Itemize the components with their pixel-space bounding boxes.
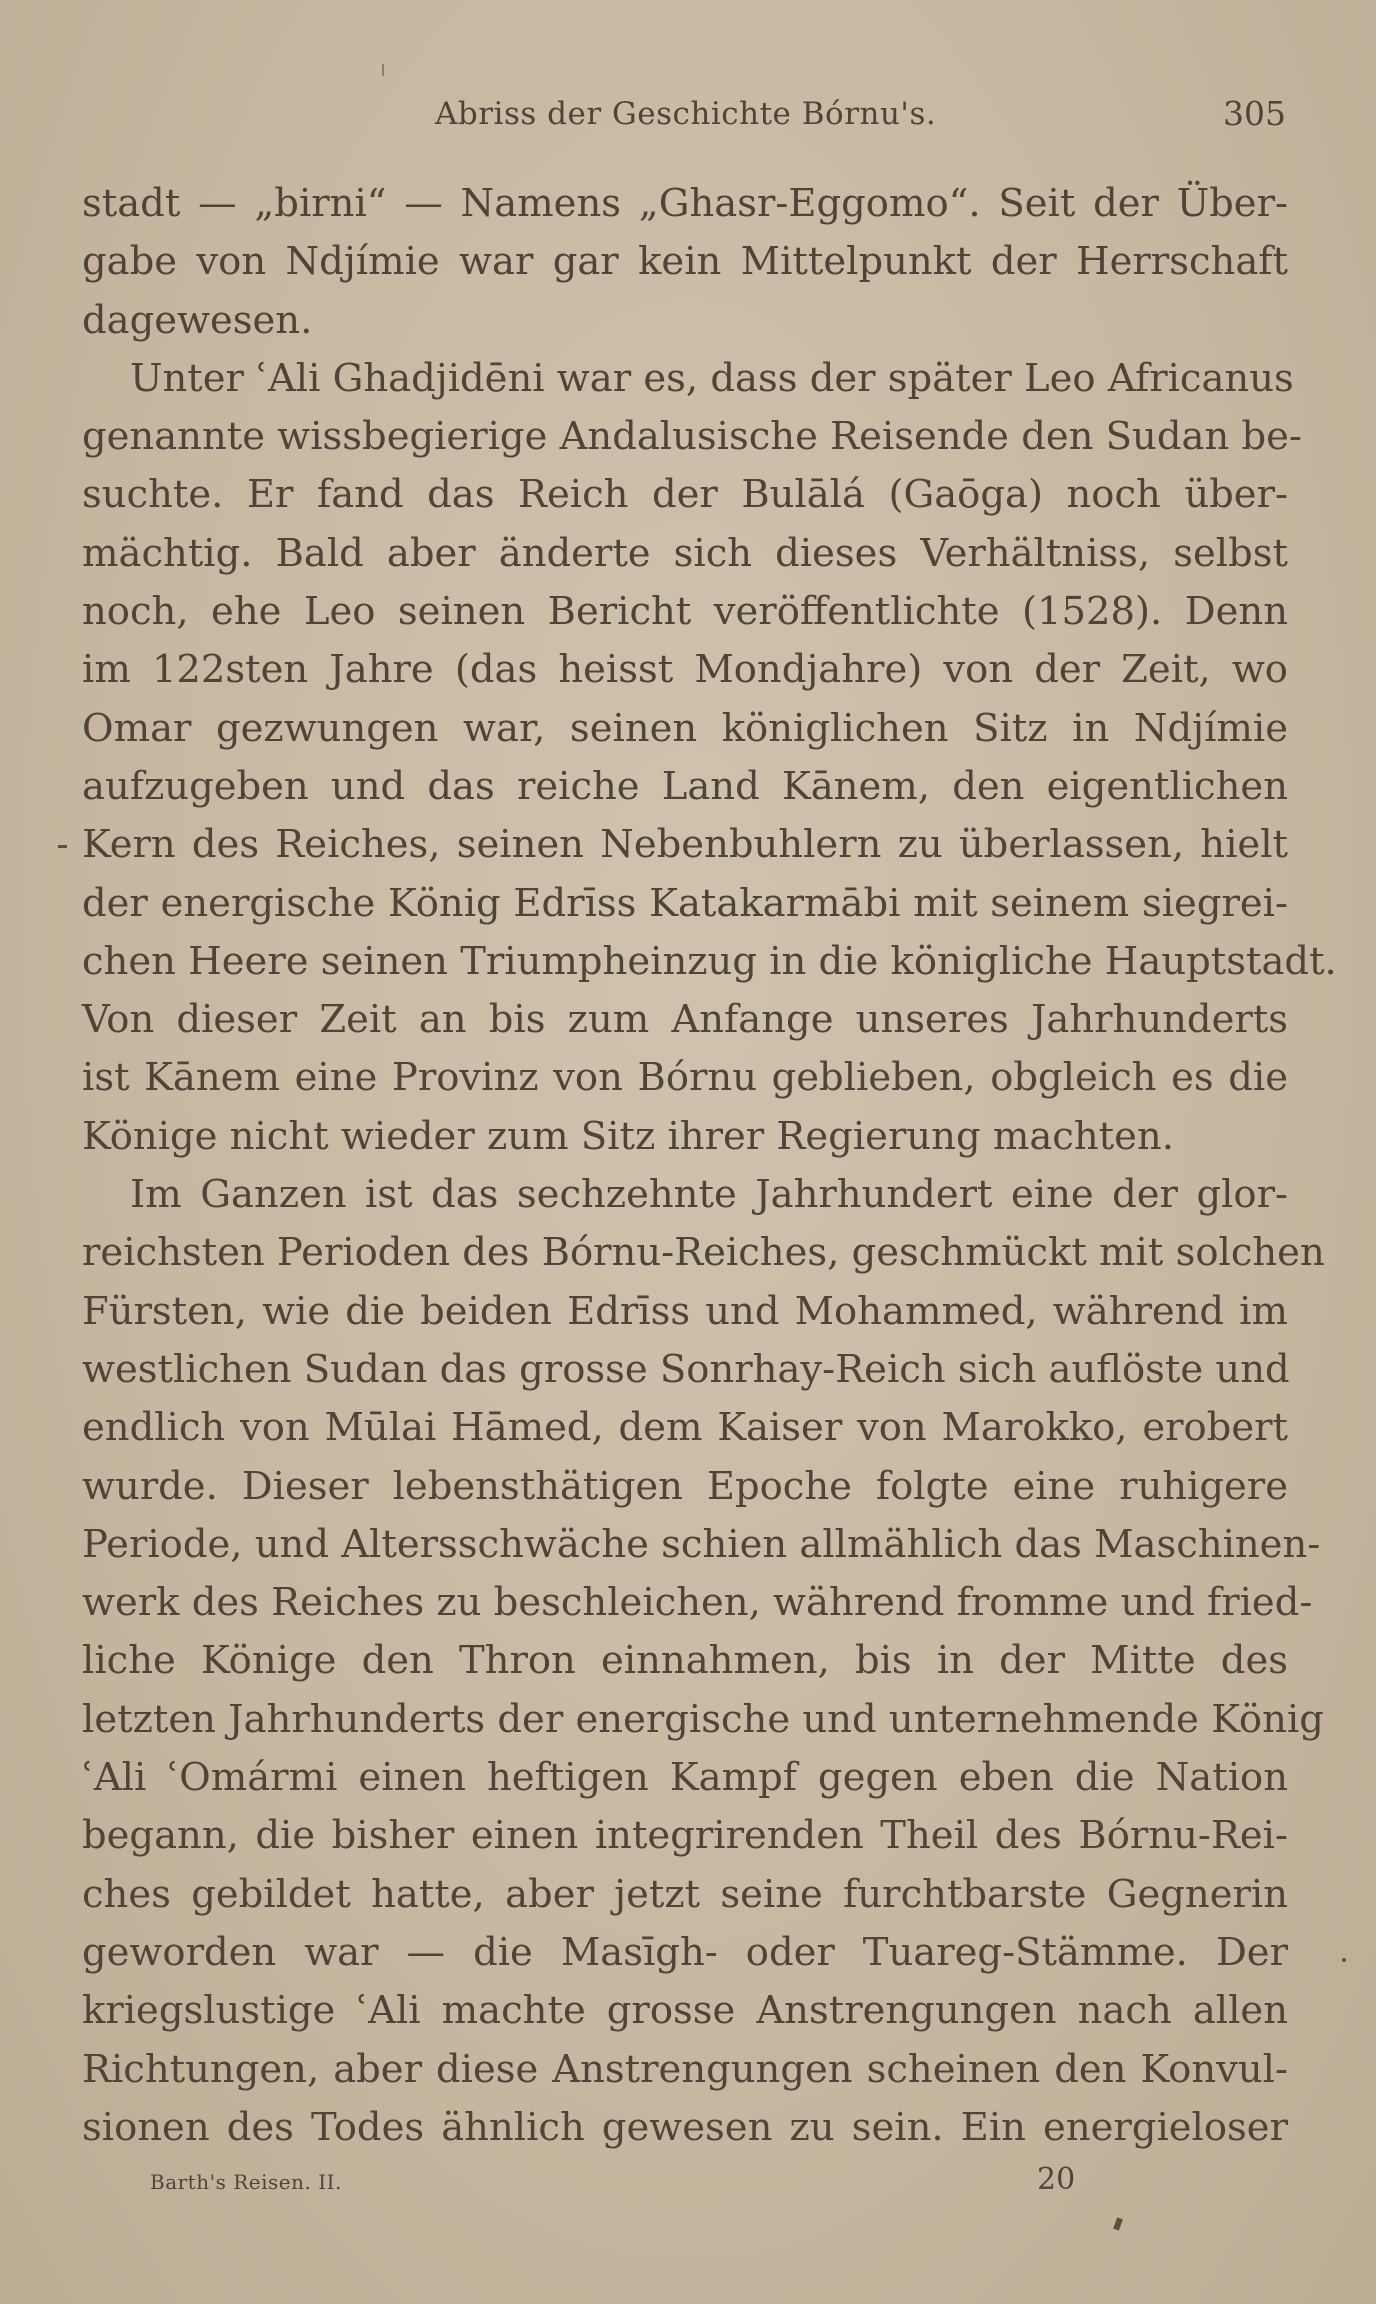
text-line: liche Könige den Thron einnahmen, bis in der Mitte des — [82, 1638, 1288, 1684]
text-line: begann, die bisher einen integrirenden Theil des Bórnu-Rei- — [82, 1813, 1288, 1859]
text-line: reichsten Perioden des Bórnu-Reiches, geschmückt mit solchen — [82, 1230, 1325, 1276]
text-line: Im Ganzen ist das sechzehnte Jahrhundert eine der glor- — [130, 1172, 1288, 1218]
paper-speck — [1113, 2217, 1123, 2230]
body-text — [82, 175, 1337, 2157]
text-line: noch, ehe Leo seinen Bericht veröffentlichte (1528). Denn — [82, 589, 1288, 635]
text-line: Omar gezwungen war, seinen königlichen Sitz in Ndjímie — [82, 705, 1288, 751]
text-line: im 122sten Jahre (das heisst Mondjahre) von der Zeit, wo — [82, 647, 1288, 693]
text-line: kriegslustige ʿAli machte grosse Anstrengungen nach allen — [82, 1988, 1288, 2034]
text-line: werk des Reiches zu beschleichen, während fromme und fried- — [82, 1580, 1313, 1626]
text-line: Kern des Reiches, seinen Nebenbuhlern zu überlassen, hielt — [82, 822, 1288, 868]
text-line: Richtungen, aber diese Anstrengungen scheinen den Konvul- — [82, 2046, 1288, 2092]
text-line: suchte. Er fand das Reich der Bulālá (Gaōga) noch über- — [82, 472, 1288, 518]
text-line: sionen des Todes ähnlich gewesen zu sein. Ein energieloser — [82, 2104, 1288, 2150]
text-line: ʿAli ʿOmármi einen heftigen Kampf gegen eben die Nation — [82, 1755, 1288, 1801]
text-line: letzten Jahrhunderts der energische und unternehmende König — [82, 1696, 1324, 1742]
text-line: endlich von Mūlai Hāmed, dem Kaiser von Marokko, erobert — [82, 1405, 1288, 1451]
paper-speck — [382, 64, 384, 76]
paper-speck — [1342, 1958, 1346, 1962]
text-line: dagewesen. — [82, 297, 313, 343]
text-line: Periode, und Altersschwäche schien allmählich das Maschinen- — [82, 1521, 1321, 1567]
text-line: ist Kānem eine Provinz von Bórnu geblieben, obgleich es die — [82, 1055, 1288, 1101]
text-line: Fürsten, wie die beiden Edrīss und Mohammed, während im — [82, 1288, 1288, 1334]
text-line: ches gebildet hatte, aber jetzt seine furchtbarste Gegnerin — [82, 1871, 1288, 1917]
text-line: aufzugeben und das reiche Land Kānem, den eigentlichen — [82, 763, 1288, 809]
text-line: mächtig. Bald aber änderte sich dieses Verhältniss, selbst — [82, 530, 1288, 576]
text-line: chen Heere seinen Triumpheinzug in die königliche Hauptstadt. — [82, 938, 1337, 984]
margin-mark — [58, 845, 67, 848]
text-line: Unter ʿAli Ghadjidēni war es, dass der später Leo Africanus — [130, 355, 1294, 401]
text-line: Könige nicht wieder zum Sitz ihrer Regierung machten. — [82, 1113, 1174, 1159]
page-number: 305 — [1223, 94, 1286, 133]
text-line: Von dieser Zeit an bis zum Anfange unseres Jahrhunderts — [82, 997, 1288, 1043]
text-line: der energische König Edrīss Katakarmābi mit seinem siegrei- — [82, 880, 1288, 926]
text-line: gabe von Ndjímie war gar kein Mittelpunkt der Herrschaft — [82, 239, 1288, 285]
text-line: genannte wissbegierige Andalusische Reisende den Sudan be- — [82, 414, 1302, 460]
text-line: wurde. Dieser lebensthätigen Epoche folgte eine ruhigere — [82, 1463, 1288, 1509]
printer-signature: Barth's Reisen. II. — [150, 2170, 342, 2194]
sheet-number: 20 — [1037, 2162, 1076, 2197]
text-line: geworden war — die Masīgh- oder Tuareg-Stämme. Der — [82, 1929, 1288, 1975]
text-line: westlichen Sudan das grosse Sonrhay-Reich sich auflöste und — [82, 1346, 1290, 1392]
text-line: stadt — „birni“ — Namens „Ghasr-Eggomo“. Seit der Über- — [82, 181, 1288, 226]
running-head-title: Abriss der Geschichte Bórnu's. — [435, 96, 937, 132]
